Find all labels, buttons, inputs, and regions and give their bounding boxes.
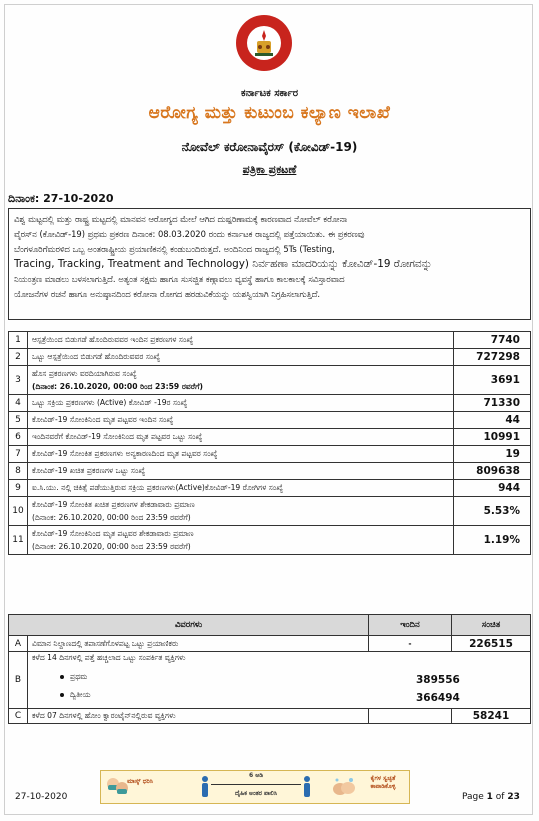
distance-arrow-icon (211, 784, 301, 785)
row-number: 11 (9, 526, 28, 555)
row-today-value (369, 709, 452, 724)
row-label: ಐ.ಸಿ.ಯು. ನಲ್ಲಿ ಚಿಕಿತ್ಸೆ ಪಡೆಯುತ್ತಿರುವ ಸಕ್ರಿಯ ಪ್ರಕರಣಗಳು(Active)ಕೋವಿಡ್-19 ರೋಗಿಗಳ ಸಂಖ್ಯೆ (28, 480, 454, 497)
table-row (9, 332, 531, 349)
intro-line: ಬೆಂಗಳೂರಿಗೆಮರಳಿದ ಒಬ್ಬ ಅಂತರಾಷ್ಟ್ರೀಯ ಪ್ರಯಾಣಿಕನಲ್ಲಿ ಕಂಡುಬಂದಿರುತ್ತದೆ. ಅಂದಿನಿಂದ ರಾಜ್ಯದಲ್ಲಿ 5Ts (Testing, (14, 244, 335, 254)
row-label-sub: (ದಿನಾಂಕ: 26.10.2020, 00:00 ರಿಂದ 23:59 ರವರೆಗೆ) (32, 382, 203, 391)
intro-line: ವೈರಸ್‌ನ (ಕೋವಿಡ್-19) ಪ್ರಥಮ ಪ್ರಕರಣ ದಿನಾಂಕ: 08.03.2020 ರಂದು ಕರ್ನಾಟಕ ರಾಜ್ಯದಲ್ಲಿ ಪತ್ತೆಯಾಯಿತು. ಈ ಪ್ರಕರಣವು (14, 229, 365, 239)
person-icon (301, 775, 313, 799)
intro-line: ನಿಯಂತ್ರಣ ಮಾಡಲು ಬಳಸಲಾಗುತ್ತಿದೆ. ಅತ್ಯಂತ ಸಕ್ಷಮ ಹಾಗೂ ಸುಸಜ್ಜಿತ ಕಣ್ಗಾವಲು ವ್ಯವಸ್ಥೆ ಹಾಗೂ ಕಾಲಕಾಲಕ್ಕೆ ಸವಿಸ್ತಾರವಾದ (14, 274, 345, 284)
table-row (9, 652, 531, 709)
row-number: 10 (9, 497, 28, 526)
row-number: 3 (9, 366, 28, 395)
contacts-cell (28, 652, 531, 709)
table-row (9, 526, 531, 555)
handwash-section (329, 771, 407, 803)
row-number: 2 (9, 349, 28, 366)
table-row (9, 412, 531, 429)
page-prefix: Page (462, 792, 487, 802)
press-release-label: ಪತ್ರಿಕಾ ಪ್ರಕಟಣೆ (242, 163, 297, 176)
row-number: 8 (9, 463, 28, 480)
row-value: 71330 (454, 395, 531, 412)
row-number: 1 (9, 332, 28, 349)
row-number: 6 (9, 429, 28, 446)
row-value: 727298 (454, 349, 531, 366)
row-label (28, 366, 454, 395)
row-value: 1.19% (454, 526, 531, 555)
table-row (9, 349, 531, 366)
row-label: ಒಟ್ಟು ಆಸ್ಪತ್ರೆಯಿಂದ ಬಿಡುಗಡೆ ಹೊಂದಿರುವವರ ಸಂಖ್ಯೆ (28, 349, 454, 366)
row-value: 10991 (454, 429, 531, 446)
list-item (60, 672, 87, 682)
press-release-title (0, 163, 539, 177)
row-label: ಕಳೆದ 14 ದಿನಗಳಲ್ಲಿ ಪತ್ತೆ ಹಚ್ಚಲಾದ ಒಟ್ಟು ಸಂಪರ್ಕಿತ ವ್ಯಕ್ತಿಗಳು (32, 653, 186, 662)
handwash-icon (331, 775, 357, 799)
row-label: ಕೋವಿಡ್-19 ಖಚಿತ ಪ್ರಕರಣಗಳ ಒಟ್ಟು ಸಂಖ್ಯೆ (28, 463, 454, 480)
row-label-sub: (ದಿನಾಂಕ: 26.10.2020, 00:00 ರಿಂದ 23:59 ರವರೆಗೆ) (32, 542, 191, 551)
row-today-value: - (369, 636, 452, 652)
government-name: ಕರ್ನಾಟಕ ಸರ್ಕಾರ (240, 88, 299, 99)
row-label: ಕಳೆದ 07 ದಿನಗಳಲ್ಲಿ ಹೋಂ ಕ್ವಾರಂಟೈನ್‌ನಲ್ಲಿರುವ ವ್ಯಕ್ತಿಗಳು (28, 709, 369, 724)
table-row (9, 463, 531, 480)
header-details: ವಿವರಗಳು (9, 615, 369, 636)
secondary-contacts-value: 366494 (416, 692, 460, 704)
table-row (9, 429, 531, 446)
row-cumulative-value: 58241 (452, 709, 531, 724)
page-indicator (462, 792, 520, 802)
page-total: 23 (507, 792, 520, 802)
row-number: 5 (9, 412, 28, 429)
table-row (9, 446, 531, 463)
row-value: 3691 (454, 366, 531, 395)
bullet-icon (60, 675, 64, 679)
page-of: of (492, 792, 508, 802)
intro-line: ಯೋಜನೆಗಳ ರಚನೆ ಹಾಗೂ ಅನುಷ್ಠಾನದಿಂದ ಕರೋನಾ ರೋಗದ ಹರಡುವಿಕೆಯನ್ನು ಯಶಸ್ವಿಯಾಗಿ ನಿಗ್ರಹಿಸಲಾಗುತ್ತಿದೆ. (14, 289, 321, 299)
row-label (28, 526, 454, 555)
row-label (28, 497, 454, 526)
distance-text: ದೈಹಿಕ ಅಂತರ ಪಾಲಿಸಿ (234, 790, 278, 797)
header-cumulative: ಸಂಚಿತ (452, 615, 531, 636)
row-code: B (9, 652, 28, 709)
row-label-main: ಹೊಸ ಪ್ರಕರಣಗಳು ವರದಿಯಾಗಿರುವ ಸಂಖ್ಯೆ (32, 369, 137, 378)
mask-text: ಮಾಸ್ಕ್ ಧರಿಸಿ (127, 778, 153, 785)
bullet-icon (60, 693, 64, 697)
row-code: C (9, 709, 28, 724)
row-number: 4 (9, 395, 28, 412)
row-value: 19 (454, 446, 531, 463)
row-value: 809638 (454, 463, 531, 480)
karnataka-emblem-icon (235, 14, 293, 72)
row-label: ಕೋವಿಡ್-19 ಸೋಂಕಿತ ಪ್ರಕರಣಗಳು ಅನ್ಯಕಾರಣದಿಂದ ಮೃತ ಪಟ್ಟವರ ಸಂಖ್ಯೆ (28, 446, 454, 463)
row-number: 9 (9, 480, 28, 497)
row-value: 5.53% (454, 497, 531, 526)
row-label-main: ಕೋವಿಡ್-19 ಸೋಂಕಿತ ಖಚಿತ ಪ್ರಕರಣಗಳ ಶೇಕಡಾವಾರು ಪ್ರಮಾಣ (32, 500, 195, 509)
stats-table (8, 331, 531, 555)
row-label: ಒಟ್ಟು ಸಕ್ರಿಯ ಪ್ರಕರಣಗಳು (Active) ಕೋವಿಡ್ -19ರ ಸಂಖ್ಯೆ (28, 395, 454, 412)
department-title: ಆರೋಗ್ಯ ಮತ್ತು ಕುಟುಂಬ ಕಲ್ಯಾಣ ಇಲಾಖೆ (148, 103, 391, 123)
covid-awareness-banner (100, 770, 410, 804)
face-mask-icon (105, 774, 129, 800)
row-code: A (9, 636, 28, 652)
table-row (9, 636, 531, 652)
page-number: 1 (486, 792, 493, 802)
row-label-main: ಕೋವಿಡ್-19 ಸೋಂಕಿನಿಂದ ಮೃತ ಪಟ್ಟವರ ಶೇಕಡಾವಾರು ಪ್ರಮಾಣ (32, 529, 194, 538)
table-row (9, 709, 531, 724)
footer-date: 27-10-2020 (15, 792, 68, 802)
row-number: 7 (9, 446, 28, 463)
table-row (9, 395, 531, 412)
subject-title: ನೋವೆಲ್ ಕರೋನಾವೈರಸ್ (ಕೋವಿಡ್-19) (181, 140, 358, 154)
primary-label: ಪ್ರಥಮ (70, 672, 88, 681)
table-row (9, 497, 531, 526)
row-value: 44 (454, 412, 531, 429)
row-label: ಇಂದಿನವರೆಗೆ ಕೋವಿಡ್-19 ಸೋಂಕಿನಿಂದ ಮೃತ ಪಟ್ಟವರ ಒಟ್ಟು ಸಂಖ್ಯೆ (28, 429, 454, 446)
row-label: ವಿಮಾನ ನಿಲ್ದಾಣದಲ್ಲಿ ತಪಾಸಣೆಗೊಳಪಟ್ಟ ಒಟ್ಟು ಪ್ರಯಾಣಿಕರು (28, 636, 369, 652)
row-value: 944 (454, 480, 531, 497)
contacts-block (32, 652, 526, 708)
row-value: 7740 (454, 332, 531, 349)
table-header-row (9, 615, 531, 636)
intro-paragraph (8, 208, 531, 320)
secondary-label: ದ್ವಿತೀಯ (70, 690, 91, 699)
row-label-sub: (ದಿನಾಂಕ: 26.10.2020, 00:00 ರಿಂದ 23:59 ರವರೆಗೆ) (32, 513, 191, 522)
row-label: ಆಸ್ಪತ್ರೆಯಿಂದ ಬಿಡುಗಡೆ ಹೊಂದಿರುವವರ ಇಂದಿನ ಪ್ರಕರಣಗಳ ಸಂಖ್ಯೆ (28, 332, 454, 349)
row-label: ಕೋವಿಡ್-19 ಸೋಂಕಿನಿಂದ ಮೃತ ಪಟ್ಟವರ ಇಂದಿನ ಸಂಖ್ಯೆ (28, 412, 454, 429)
table-row (9, 366, 531, 395)
release-date: ದಿನಾಂಕ: 27-10-2020 (8, 192, 114, 205)
primary-contacts-value: 389556 (416, 674, 460, 686)
distance-value: 6 ಅಡಿ (249, 772, 263, 779)
travel-contacts-table (8, 614, 531, 724)
mask-section (105, 771, 153, 803)
table-row (9, 480, 531, 497)
intro-line: ವಿಶ್ವ ಮಟ್ಟದಲ್ಲಿ ಮತ್ತು ರಾಷ್ಟ್ರ ಮಟ್ಟದಲ್ಲಿ ಮಾನವನ ಆರೋಗ್ಯದ ಮೇಲೆ ಆಗಿದ ದುಷ್ಪರಿಣಾಮಕ್ಕೆ ಕಾರಣವಾದ ನೋವೆಲ್ ಕರೋನಾ (14, 214, 348, 224)
header-today: ಇಂದಿನ (369, 615, 452, 636)
row-cumulative-value: 226515 (452, 636, 531, 652)
handwash-text: ಕೈಗಳ ಸ್ವಚ್ಛತೆ ಕಾಪಾಡಿಕೊಳ್ಳಿ (370, 775, 396, 790)
distance-section (197, 771, 315, 803)
intro-line: Tracing, Tracking, Treatment and Technology) ನಿರ್ವಹಣಾ ಮಾದರಿಯನ್ನು ಕೋವಿಡ್-19 ರೋಗವನ್ನು (14, 258, 433, 270)
list-item (60, 690, 91, 700)
